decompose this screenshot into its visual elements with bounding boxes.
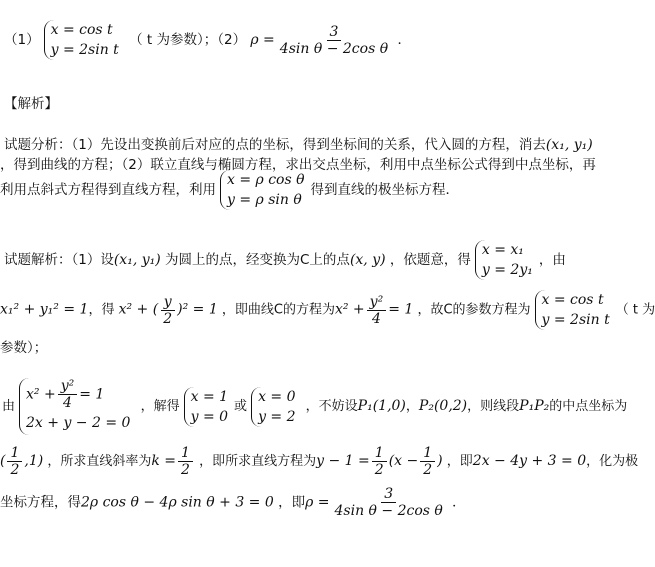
analysis-line-3: 利用点斜式方程得到直线方程，利用 x = ρ cos θ y = ρ sin θ 得到直线的极坐标方程． [0, 172, 460, 208]
answer-line [4, 20, 411, 60]
solution-line-2: x₁² + y₁² = 1，得 x² + ( $\frac{y}{2}$ )² = 1 ，即曲线C的方程为x² + $\frac{\text{y²}}{4}$ = 1 ，故C的参数方程为 x = cos t y = 2sin t （ t 为 [0, 292, 655, 328]
analysis-line-1: 试题分析：（1）先设出变换前后对应的点的坐标，得到坐标间的关系，代入圆的方程，消去(x₁, y₁) [4, 137, 593, 153]
q2-fraction: $\frac{3}{\text{4sin θ − 2cos θ}}$ [279, 23, 389, 57]
solution-2-system: x = 0 y = 2 [251, 387, 297, 427]
q1-equation-system: x = cos t y = 2sin t [44, 20, 121, 60]
solution-line-1: 试题解析：（1）设(x₁, y₁) 为圆上的点，经变换为C上的点(x, y) ，依题意，得 x = x₁ y = 2y₁ ，由 [4, 242, 566, 278]
intersection-system: x² + $\frac{\text{y²}}{4}$ = 1 2x + y − 2 = 0 [19, 378, 132, 435]
q1-param-note: （ t 为参数）； [129, 32, 218, 48]
solution-line-4: 由 x² + $\frac{\text{y²}}{4}$ = 1 2x + y − 2 = 0 ，解得 x = 1 y = 0 或 x = 0 y = 2 ，不妨设P₁(1,0)，P₂(0,2)，则线段P₁P₂的中点坐标为 [2, 378, 627, 435]
polar-conversion-system: x = ρ cos θ y = ρ sin θ [220, 170, 307, 210]
curve-param-system: x = cos t y = 2sin t [535, 290, 612, 330]
q2-end: ． [397, 32, 411, 48]
q2-label: （2） [217, 32, 247, 48]
analysis-line-2: ，得到曲线的方程；（2）联立直线与椭圆方程，求出交点坐标，利用中点坐标公式得到中点坐标，再 [0, 157, 596, 173]
q1-label: （1） [4, 32, 40, 48]
q2-rho: ρ = [250, 32, 275, 48]
solution-line-5: ( $\frac{1}{2}$ ,1) ，所求直线斜率为k = $\frac{1}{2}$ ，即所求直线方程为y − 1 = $\frac{1}{2}$ (x − $\frac{1}{2}$ ) ，即2x − 4y + 3 = 0，化为极 [0, 445, 639, 478]
transform-system: x = x₁ y = 2y₁ [475, 240, 535, 280]
final-fraction: $\frac{3}{\text{4sin θ − 2cos θ}}$ [334, 486, 443, 519]
solution-1-system: x = 1 y = 0 [184, 387, 230, 427]
solution-line-3: 参数）； [0, 340, 48, 356]
section-title: 【解析】 [4, 96, 58, 112]
solution-line-6: 坐标方程，得2ρ cos θ − 4ρ sin θ + 3 = 0 ，即ρ = $\frac{3}{\text{4sin θ − 2cos θ}}$ ． [0, 486, 466, 519]
